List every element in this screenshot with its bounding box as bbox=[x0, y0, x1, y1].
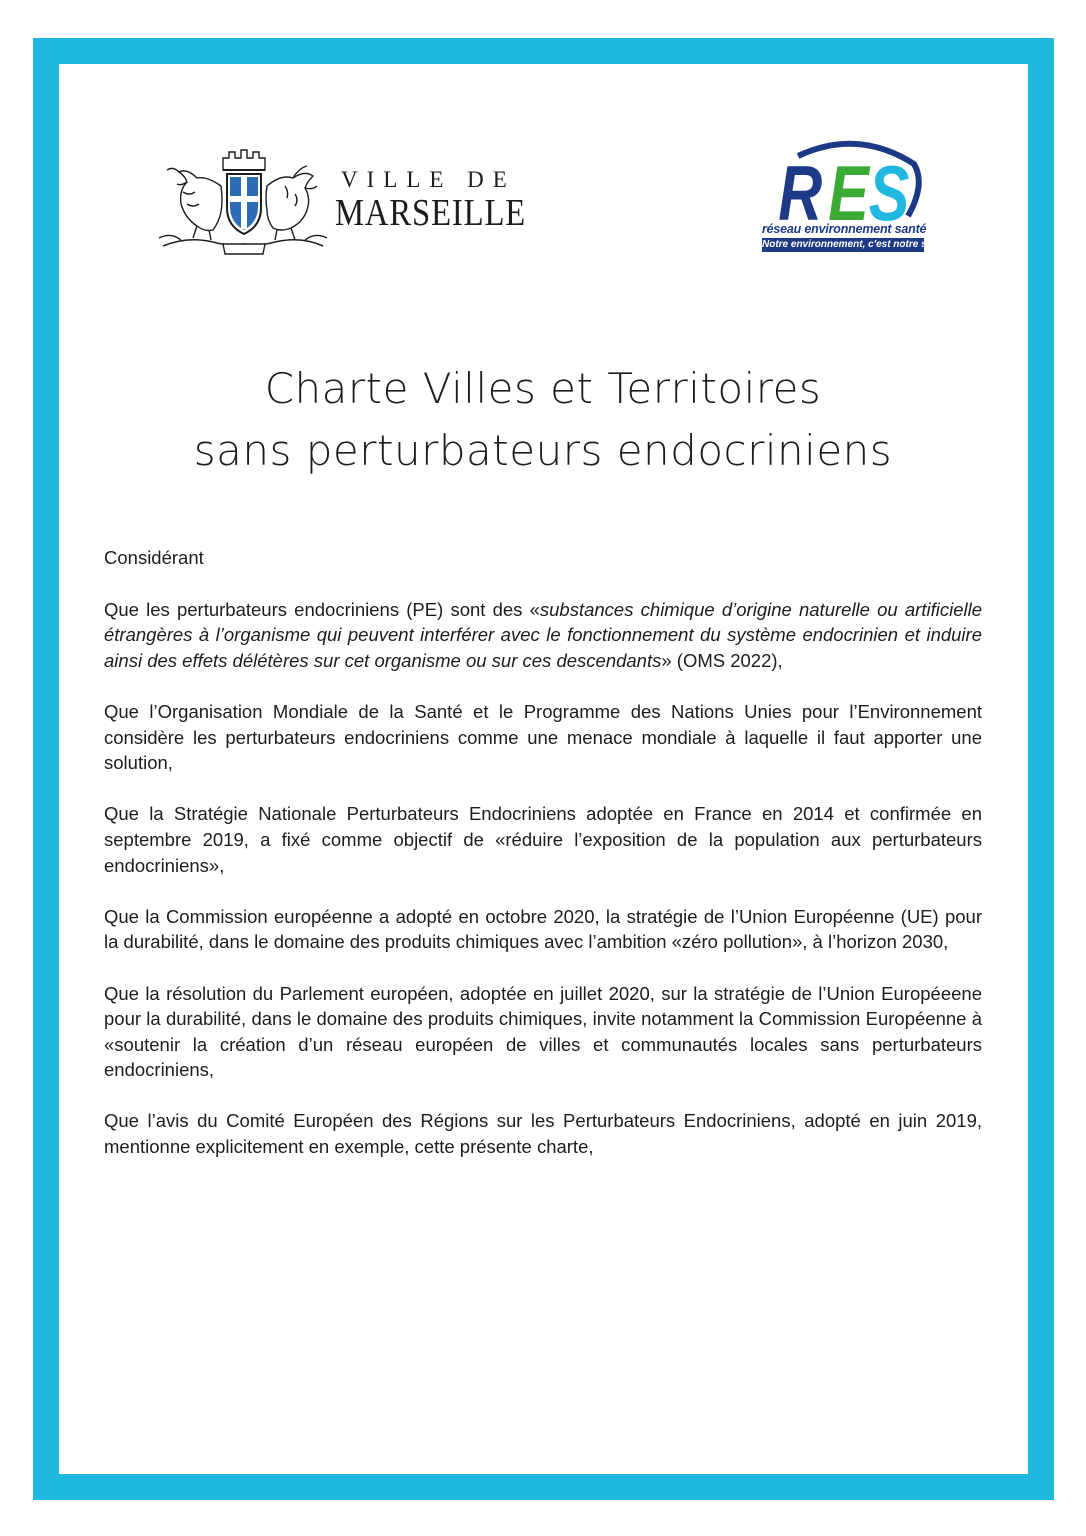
svg-text:E: E bbox=[828, 149, 869, 237]
clause-1-before: Que les perturbateurs endocriniens (PE) sont des « bbox=[104, 598, 540, 620]
clause-1-after: » (OMS 2022), bbox=[661, 649, 783, 671]
marseille-wordmark bbox=[335, 166, 547, 232]
wordmark-line1: VILLE DE bbox=[341, 167, 516, 192]
clause-4: Que la Commission européenne a adopté en octobre 2020, la stratégie de l’Union Européenne (UE) pour la durabilité, dans le domaine des produits chimiques avec l’ambition «zéro pollution», à l’horizon 2030, bbox=[104, 905, 982, 953]
document-title bbox=[60, 358, 1026, 482]
title-line2: sans perturbateurs endocriniens bbox=[193, 426, 893, 475]
ville-de-marseille-logo bbox=[157, 146, 547, 258]
res-logo bbox=[758, 134, 948, 264]
charter-body bbox=[104, 545, 982, 1185]
res-tagline: réseau environnement santé bbox=[762, 222, 927, 236]
svg-text:R: R bbox=[778, 149, 823, 237]
clause-3: Que la Stratégie Nationale Perturbateurs Endocriniens adoptée en France en 2014 et confirmée en septembre 2019, a fixé comme objectif de «réduire l’exposition de la population aux perturbateurs endocriniens», bbox=[104, 803, 982, 876]
wordmark-line2: MARSEILLE bbox=[335, 192, 527, 234]
marseille-coat-of-arms-icon bbox=[157, 146, 329, 258]
clause-1 bbox=[104, 597, 982, 674]
clause-5: Que la résolution du Parlement européen, adoptée en juillet 2020, sur la stratégie de l’Union Européeene pour la durabilité, dans le domaine des produits chimiques, invite notamment la Commission Européenne à «soutenir la création d’un réseau européen de villes et communautés locales sans perturbateurs endocriniens, bbox=[104, 982, 982, 1081]
title-line1: Charte Villes et Territoires bbox=[264, 364, 822, 413]
res-banner: Notre environnement, c'est notre santé bbox=[762, 239, 948, 250]
clause-6: Que l’avis du Comité Européen des Régions sur les Perturbateurs Endocriniens, adopté en juin 2019, mentionne explicitement en exemple, cette présente charte, bbox=[104, 1110, 982, 1158]
clause-2: Que l’Organisation Mondiale de la Santé et le Programme des Nations Unies pour l’Environnement considère les perturbateurs endocriniens comme une menace mondiale à laquelle il faut apporter une solution, bbox=[104, 700, 982, 774]
intro-text: Considérant bbox=[104, 547, 204, 568]
clause-1-quote: substances chimique d’origine naturelle ou artificielle étrangères à l’organisme qui peuvent interférer avec le fonctionnement du système endocrinien et induire ainsi des effets délétères sur cet organisme ou sur ces descendants bbox=[104, 598, 982, 671]
svg-text:S: S bbox=[868, 149, 910, 237]
